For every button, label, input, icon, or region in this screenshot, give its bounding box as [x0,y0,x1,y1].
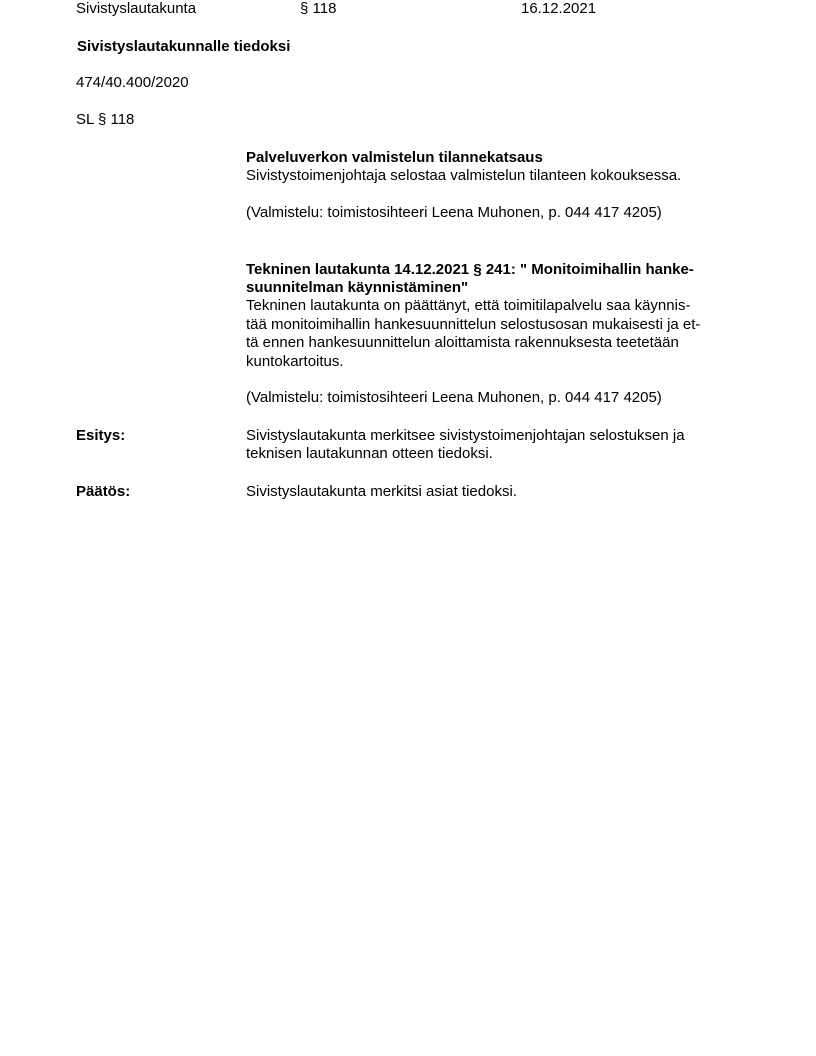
item2-title-line: Tekninen lautakunta 14.12.2021 § 241: " Monitoimihallin hanke- [246,261,694,278]
document-heading: Sivistyslautakunnalle tiedoksi [77,38,291,55]
paragraph-reference: SL § 118 [76,111,135,128]
proposal-label: Esitys: [76,427,126,444]
proposal-text-line: teknisen lautakunnan otteen tiedoksi. [246,445,493,462]
proposal-text-line: Sivistyslautakunta merkitsee sivistystoimenjohtajan selostuksen ja [246,427,685,444]
item2-preparer: (Valmistelu: toimistosihteeri Leena Muhonen, p. 044 417 4205) [246,389,662,406]
item2-title-line: suunnitelman käynnistäminen" [246,279,469,296]
item1-title: Palveluverkon valmistelun tilannekatsaus [246,149,543,166]
item1-preparer: (Valmistelu: toimistosihteeri Leena Muhonen, p. 044 417 4205) [246,204,662,221]
item2-body-line: tää monitoimihallin hankesuunnittelun selostusosan mukaisesti ja et- [246,316,701,333]
header-date: 16.12.2021 [521,0,597,17]
decision-text-line: Sivistyslautakunta merkitsi asiat tiedoksi. [246,483,517,500]
decision-label: Päätös: [76,483,131,500]
header-section: § 118 [300,0,337,17]
item2-body-line: kuntokartoitus. [246,353,344,370]
item1-body-line: Sivistystoimenjohtaja selostaa valmistelun tilanteen kokouksessa. [246,167,682,184]
item2-body-line: tä ennen hankesuunnittelun aloittamista rakennuksesta teetetään [246,334,679,351]
header-organization: Sivistyslautakunta [76,0,197,17]
item2-body-line: Tekninen lautakunta on päättänyt, että toimitilapalvelu saa käynnis- [246,297,691,314]
case-number: 474/40.400/2020 [76,74,189,91]
